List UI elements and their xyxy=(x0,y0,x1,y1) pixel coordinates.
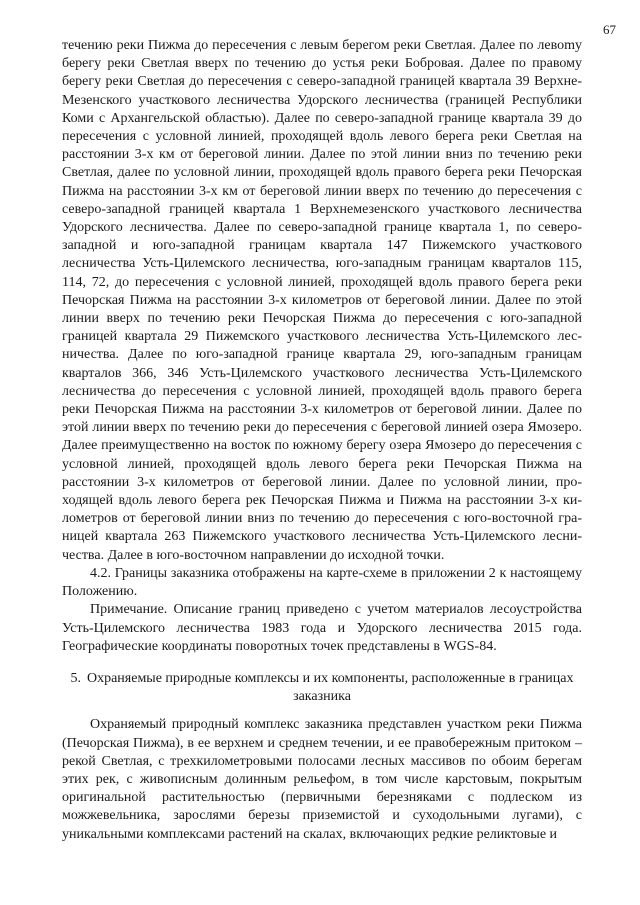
page-number: 67 xyxy=(603,22,616,37)
note-paragraph: Примечание. Описание границ приведено с учетом материалов лесоустройства Усть-Цилемского лесничества 1983 года и Удорского лесничества 2015 года. Географические координаты поворотных точек представлены в WGS-84. xyxy=(62,602,582,654)
document-body xyxy=(62,37,582,844)
protected-complex-paragraph: Охраняемый природный комплекс заказника представлен участком реки Пижма (Печорская Пижма), в ее верхнем и среднем течении, и ее правобережным притоком – рекой Светлая, с трехкилометровыми полосами лесных массивов по обоим берегам этих рек, с живописным долинным рельефом, в том числе карстовым, покрытым оригинальной растительностью (первичными березняками с подлеском из можжевельника, зарослями березы приземистой и суходольными лугами), с уникальными комплексами растений на скалах, включающих редкие реликтовые и xyxy=(62,717,582,842)
section-heading xyxy=(62,670,582,706)
section-number: 5. xyxy=(70,670,81,686)
section-title: Охраняемые природные комплексы и их компоненты, расположенные в границах заказника xyxy=(86,670,574,705)
map-reference-paragraph: 4.2. Границы заказника отображены на карте-схеме в приложении 2 к настоящему Положению. xyxy=(62,565,582,600)
boundary-description-paragraph: течению реки Пижма до пересечения с левым берегом реки Светлая. Далее по левоmу берегу реки Светлая вверх по течению до устья реки Бобровая. Далее по правому берегу реки Светлая до пересечения с северо-западной границей квартала 39 Верхне-Мезенского участкового лесничества Удорского лесничества (границей Республики Коми с Архангельской областью). Далее по северо-западной границе квартала 39 до пересечения с условной линией, проходящей вдоль левого берега реки Светлая на расстоянии 3-х км от береговой линии. Далее по этой линии вниз по течению реки Светлая, далее по условной линии, проходящей вдоль правого берега реки Печорская Пижма на расстоянии 3-х км от береговой линии вверх по течению до пересечения с северо-западной границей квартала 1 Верхнемезенского участкового лесничества Удорского лесничества. Далее по северо-западной границе квартала 1, по северо-западной и юго-западной границам квартала 147 Пижемского участкового лесничества Усть-Цилемского лесничества, юго-западным границам кварталов 115, 114, 72, до пересечения с условной линией, проходящей вдоль правого берега реки Печорская Пижма на расстоянии 3-х километров от береговой линии. Далее по этой линии вверх по течению реки Печорская Пижма до пересечения с юго-западной границей квартала 29 Пижемского участкового лесничества Усть-Цилемского лесничества. Далее по юго-западной границе квартала 29, юго-западным границам кварталов 366, 346 Усть-Цилемского участкового лесничества Усть-Цилемского лесничества до пересечения с условной линией, проходящей вдоль правого берега реки Печорская Пижма на расстоянии 3-х километров от береговой линии. Далее по этой линии вверх по течению реки до пересечения с береговой линией озера Ямозеро. Далее преимущественно на восток по южному берегу озера Ямозеро до пересечения с условной линией, проходящей вдоль левого берега реки Печорская Пижма на расстоянии 3-х километров от береговой линии. Далее по условной линии, проходящей вдоль левого берега рек Печорская Пижма и Пижма на расстоянии 3-х километров от береговой линии вниз по течению до пересечения с юго-восточной границей квартала 263 Пижемского участкового лесничества Усть-Цилемского лесничества. Далее в юго-восточном направлении до исходной точки. xyxy=(62,38,582,563)
